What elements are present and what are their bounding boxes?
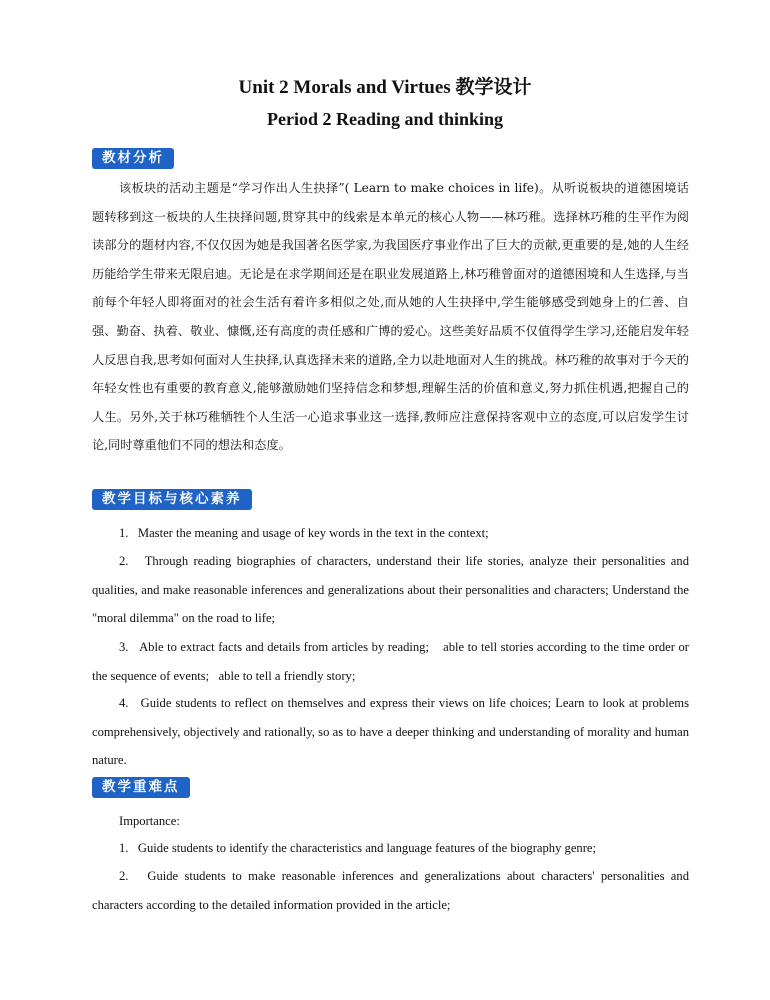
key-point-item-2: 2. Guide students to make reasonable inferences and generalizations about characters' personalities and characters according to the detailed information provided in the article; [92,869,689,912]
objective-item-3: 3. Able to extract facts and details from articles by reading; able to tell stories according to the time order or the sequence of events; able to tell a friendly story; [92,640,689,683]
objective-item-4: 4. Guide students to reflect on themselves and express their views on life choices; Learn to look at problems comprehensively, objectively and rationally, so as to have a deeper thinking and understanding of morality and human nature. [92,696,689,768]
objective-item-1: 1. Master the meaning and usage of key words in the text in the context; [119,526,489,540]
key-point-item-1: 1. Guide students to identify the characteristics and language features of the biography genre; [119,841,597,855]
section-heading-analysis: 教材分析 [92,148,174,169]
importance-label: Importance: [119,814,180,828]
objective-item-2: 2. Through reading biographies of characters, understand their life stories, analyze their personalities and qualities, and make reasonable inferences and generalizations about their personalities and characters; Understand the "moral dilemma" on the road to life; [92,554,689,626]
section-heading-key-points: 教学重难点 [92,777,190,798]
analysis-paragraph: 该板块的活动主题是“学习作出人生抉择”( Learn to make choices in life)。从听说板块的道德困境话题转移到这一板块的人生抉择问题,贯穿其中的线索是本单元的核心人物——林巧稚。选择林巧稚的生平作为阅读部分的题材内容,不仅仅因为她是我国著名医学家,为我国医疗事业作出了巨大的贡献,更重要的是,她的人生经历能给学生带来无限启迪。无论是在求学期间还是在职业发展道路上,林巧稚曾面对的道德困境和人生选择,与当前每个年轻人即将面对的社会生活有着许多相似之处,而从她的人生抉择中,学生能够感受到她身上的仁善、自强、勤奋、执着、敬业、慷慨,还有高度的责任感和广博的爱心。这些美好品质不仅值得学生学习,还能启发年轻人反思自我,思考如何面对人生抉择,认真选择未来的道路,全力以赴地面对人生的挑战。林巧稚的故事对于今天的年轻女性也有重要的教育意义,能够激励她们坚持信念和梦想,理解生活的价值和意义,努力抓住机遇,把握自己的人生。另外,关于林巧稚牺牲个人生活一心追求事业这一选择,教师应注意保持客观中立的态度,可以启发学生讨论,同时尊重他们不同的想法和态度。 [92,181,689,453]
document-subtitle: Period 2 Reading and thinking [266,109,504,129]
document-title: Unit 2 Morals and Virtues 教学设计 [238,77,532,98]
section-heading-objectives: 教学目标与核心素养 [92,489,252,510]
